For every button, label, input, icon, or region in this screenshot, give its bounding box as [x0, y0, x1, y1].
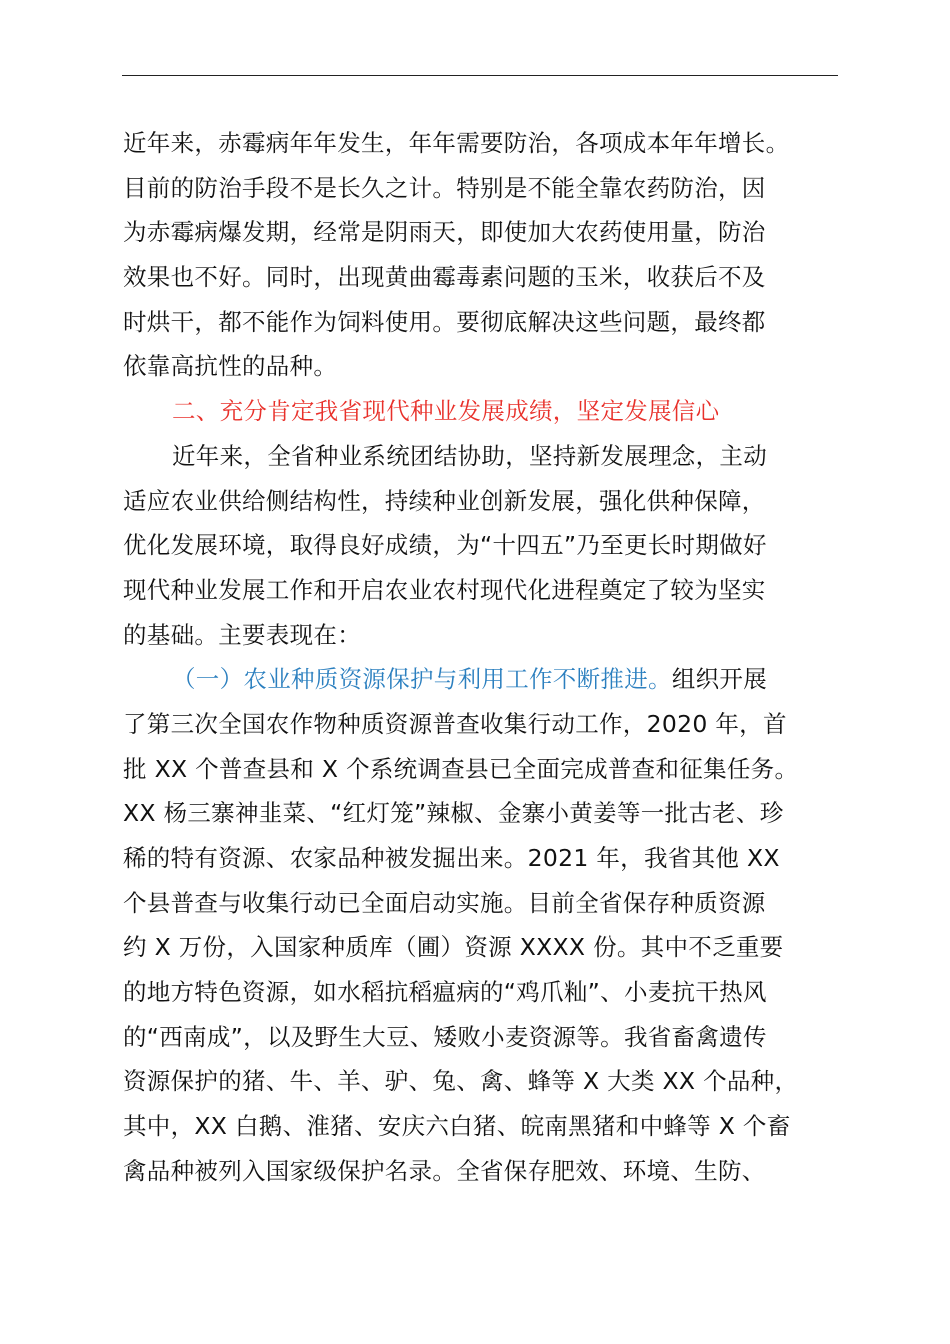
section-heading: 二、充分肯定我省现代种业发展成绩，坚定发展信心: [172, 397, 720, 426]
subsection-heading: （一）农业种质资源保护与利用工作不断推进。: [172, 665, 672, 694]
body-line: 的“西南成”，以及野生大豆、矮败小麦资源等。我省畜禽遗传: [123, 1022, 767, 1051]
body-line: 目前的防治手段不是长久之计。特别是不能全靠农药防治，因: [123, 173, 766, 202]
header-rule: [122, 75, 838, 76]
body-line: 批 XX 个普查县和 X 个系统调查县已全面完成普查和征集任务。: [123, 754, 799, 783]
body-line: 约 X 万份，入国家种质库（圃）资源 XXXX 份。其中不乏重要: [123, 933, 784, 962]
body-line: 了第三次全国农作物种质资源普查收集行动工作，2020 年，首: [123, 709, 787, 738]
body-line: 个县普查与收集行动已全面启动实施。目前全省保存种质资源: [123, 888, 766, 917]
body-line: XX 杨三寨神韭菜、“红灯笼”辣椒、金寨小黄姜等一批古老、珍: [123, 799, 784, 828]
body-line: 其中，XX 白鹅、淮猪、安庆六白猪、皖南黑猪和中蜂等 X 个畜: [123, 1112, 791, 1141]
subsection-heading-tail: 组织开展: [671, 665, 768, 694]
body-line: 近年来，赤霉病年年发生，年年需要防治，各项成本年年增长。: [123, 129, 790, 157]
body-line: 时烘干，都不能作为饲料使用。要彻底解决这些问题，最终都: [123, 307, 766, 336]
body-line: 资源保护的猪、牛、羊、驴、兔、禽、蜂等 X 大类 XX 个品种，: [123, 1067, 799, 1096]
body-line: 效果也不好。同时，出现黄曲霉毒素问题的玉米，收获后不及: [123, 263, 766, 292]
body-line: 依靠高抗性的品种。: [123, 352, 338, 381]
subsection-line: [123, 657, 839, 702]
body-line: 禽品种被列入国家级保护名录。全省保存肥效、环境、生防、: [123, 1156, 766, 1185]
body-line: 为赤霉病爆发期，经常是阴雨天，即使加大农药使用量，防治: [123, 218, 766, 247]
body-line: 近年来，全省种业系统团结协助，坚持新发展理念，主动: [172, 441, 767, 470]
body-line: 的地方特色资源，如水稻抗稻瘟病的“鸡爪籼”、小麦抗干热风: [123, 978, 767, 1007]
body-line: 适应农业供给侧结构性，持续种业创新发展，强化供种保障，: [123, 486, 766, 515]
body-line: 优化发展环境，取得良好成绩，为“十四五”乃至更长时期做好: [123, 531, 767, 560]
body-line: 稀的特有资源、农家品种被发掘出来。2021 年，我省其他 XX: [123, 844, 780, 872]
body-line: 现代种业发展工作和开启农业农村现代化进程奠定了较为坚实: [123, 575, 766, 604]
body-line: 的基础。主要表现在：: [123, 620, 361, 649]
document-body: [123, 121, 839, 1194]
